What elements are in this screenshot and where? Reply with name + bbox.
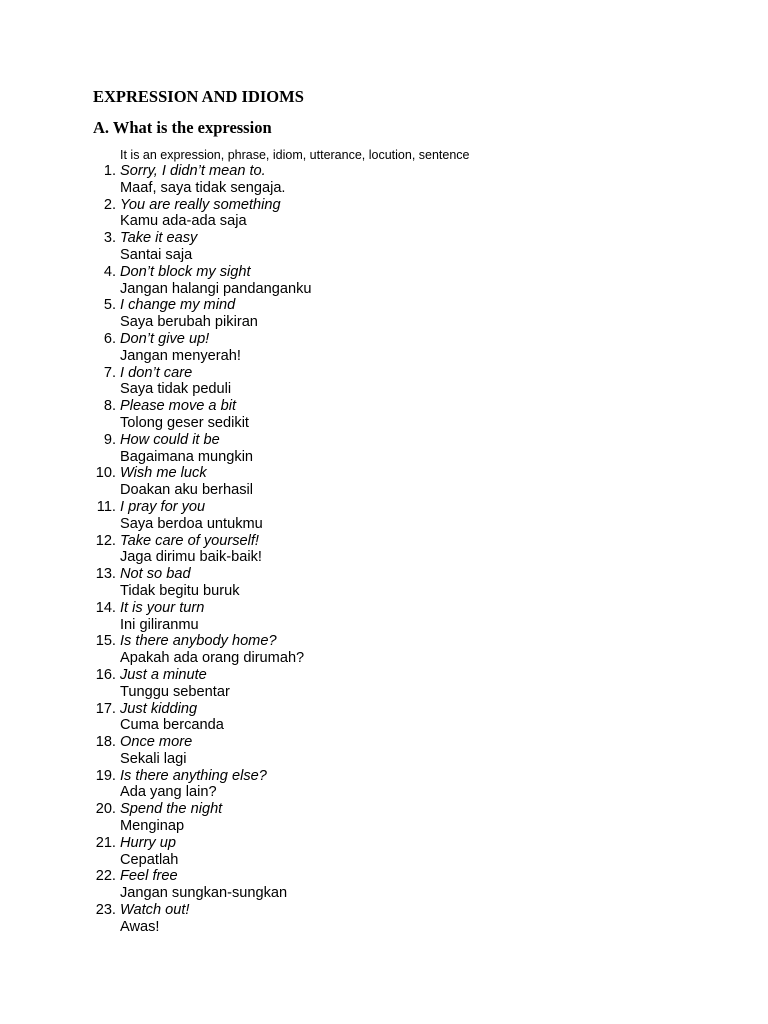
item-number: 10.: [95, 465, 116, 482]
item-translation: Bagaimana mungkin: [120, 448, 254, 465]
item-number: 11.: [96, 498, 116, 515]
item-number: 12.: [95, 532, 116, 549]
list-item: [80, 197, 680, 231]
item-translation: Cepatlah: [120, 851, 179, 868]
item-number: 19.: [95, 767, 116, 784]
item-expression: Sorry, I didn’t mean to.: [120, 163, 266, 179]
list-item: [80, 365, 680, 399]
item-number: 16.: [95, 666, 116, 683]
item-number: 2.: [103, 196, 116, 213]
document-title: EXPRESSION AND IDIOMS: [93, 87, 304, 106]
list-item: [80, 566, 680, 600]
item-expression: Watch out!: [120, 902, 190, 919]
list-item: [80, 230, 680, 264]
item-number: 13.: [95, 566, 116, 583]
list-item: [80, 801, 680, 835]
item-number: 15.: [95, 633, 116, 650]
item-translation: Apakah ada orang dirumah?: [120, 650, 305, 667]
list-item: [80, 499, 680, 533]
item-number: 9.: [103, 431, 116, 448]
item-expression: You are really something: [120, 196, 281, 213]
list-item: [80, 734, 680, 768]
item-number: 8.: [103, 398, 116, 415]
item-expression: Just kidding: [120, 700, 198, 717]
list-item: [80, 868, 680, 902]
item-translation: Maaf, saya tidak sengaja.: [120, 179, 286, 196]
item-expression: Take it easy: [120, 230, 198, 247]
item-number: 22.: [95, 868, 116, 885]
item-number: 21.: [95, 834, 116, 851]
list-item: [80, 902, 680, 936]
list-item: [80, 432, 680, 466]
item-number: 18.: [95, 734, 116, 751]
item-expression: Just a minute: [120, 666, 207, 683]
item-translation: Menginap: [120, 818, 185, 835]
list-item: [80, 633, 680, 667]
list-item: [80, 533, 680, 567]
list-item: [80, 835, 680, 869]
item-expression: It is your turn: [120, 599, 205, 616]
item-number: 14.: [95, 599, 116, 616]
list-item: [80, 398, 680, 432]
item-number: 17.: [95, 700, 116, 717]
item-translation: Jangan halangi pandanganku: [120, 280, 312, 297]
item-number: 5.: [103, 297, 116, 314]
item-translation: Doakan aku berhasil: [120, 482, 254, 499]
item-expression: Please move a bit: [120, 398, 237, 415]
intro-text: It is an expression, phrase, idiom, utterance, locution, sentence: [120, 148, 470, 162]
list-item: [80, 264, 680, 298]
item-number: 1.: [103, 163, 116, 179]
item-expression: I change my mind: [120, 297, 236, 314]
list-item: [80, 701, 680, 735]
list-item: [80, 297, 680, 331]
item-translation: Jangan sungkan-sungkan: [120, 885, 288, 902]
item-translation: Ada yang lain?: [120, 784, 217, 801]
item-expression: Don’t give up!: [120, 330, 210, 347]
item-translation: Saya tidak peduli: [120, 381, 232, 398]
expression-list: [80, 163, 680, 936]
item-number: 4.: [103, 263, 116, 280]
item-expression: Not so bad: [120, 566, 191, 583]
item-expression: How could it be: [120, 431, 220, 448]
list-item: [80, 163, 680, 197]
item-translation: Tidak begitu buruk: [120, 582, 240, 599]
item-translation: Kamu ada-ada saja: [120, 213, 247, 230]
item-expression: Hurry up: [120, 834, 176, 851]
list-item: [80, 465, 680, 499]
item-expression: Feel free: [120, 868, 178, 885]
item-translation: Santai saja: [120, 246, 193, 263]
item-expression: Once more: [120, 734, 193, 751]
item-expression: Take care of yourself!: [120, 532, 259, 549]
item-translation: Ini giliranmu: [120, 616, 199, 633]
list-item: [80, 768, 680, 802]
item-expression: I don’t care: [120, 364, 193, 381]
section-heading: A. What is the expression: [93, 118, 272, 137]
item-translation: Jaga dirimu baik-baik!: [120, 549, 262, 566]
item-translation: Cuma bercanda: [120, 717, 224, 734]
item-expression: Don’t block my sight: [120, 263, 251, 280]
item-translation: Tolong geser sedikit: [120, 414, 249, 431]
item-translation: Saya berubah pikiran: [120, 314, 258, 331]
list-item: [80, 331, 680, 365]
item-expression: I pray for you: [120, 498, 206, 515]
item-number: 3.: [103, 230, 116, 247]
item-expression: Wish me luck: [120, 465, 207, 482]
item-expression: Spend the night: [120, 801, 223, 818]
item-number: 20.: [95, 801, 116, 818]
item-number: 23.: [95, 902, 116, 919]
list-item: [80, 600, 680, 634]
item-translation: Awas!: [120, 918, 160, 935]
item-expression: Is there anything else?: [120, 767, 267, 784]
item-translation: Sekali lagi: [120, 750, 187, 767]
item-translation: Jangan menyerah!: [120, 347, 241, 364]
item-translation: Tunggu sebentar: [120, 683, 230, 700]
list-item: [80, 667, 680, 701]
item-number: 6.: [103, 330, 116, 347]
item-number: 7.: [103, 364, 116, 381]
item-translation: Saya berdoa untukmu: [120, 515, 263, 532]
item-expression: Is there anybody home?: [120, 633, 277, 650]
